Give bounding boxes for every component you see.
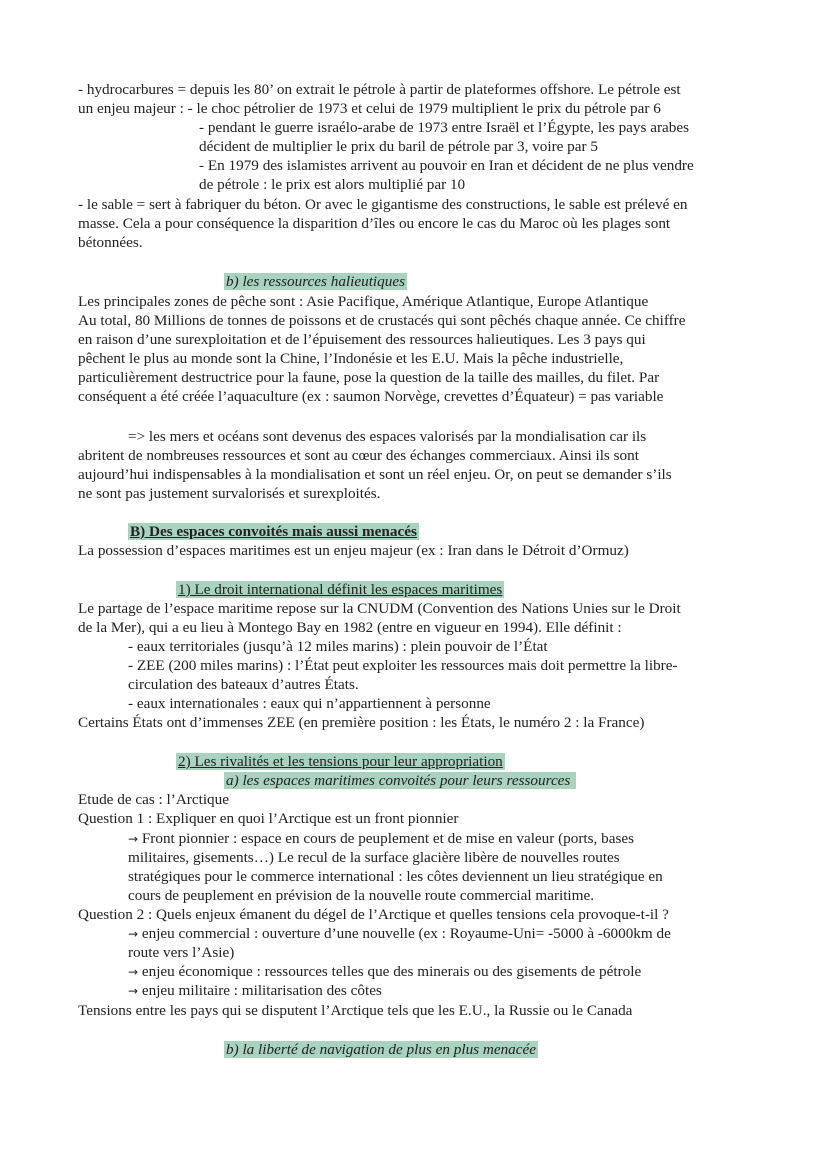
text-line: Au total, 80 Millions de tonnes de poissons et de crustacés qui sont pêchés chaque année. Ce chiffre [78,312,686,329]
text-line: un enjeu majeur : - le choc pétrolier de 1973 et celui de 1979 multiplient le prix du pétrole par 6 [78,100,661,117]
text-line: en raison d’une surexploitation et de l’épuisement des ressources halieutiques. Les 3 pays qui [78,331,646,348]
text-line: masse. Cela a pour conséquence la disparition d’îles ou encore le cas du Maroc où les plages sont [78,215,671,232]
text-line: circulation des bateaux d’autres États. [128,676,359,693]
text-line: Tensions entre les pays qui se disputent l’Arctique tels que les E.U., la Russie ou le Canada [78,1002,633,1019]
text-line: pêchent le plus au monde sont la Chine, l’Indonésie et les E.U. Mais la pêche industrielle, [78,350,624,367]
section-heading-B [128,522,419,541]
text-line: → enjeu économique : ressources telles que des minerais ou des gisements de pétrole [128,963,642,980]
subheading-halieutiques [224,272,407,291]
text-line: Le partage de l’espace maritime repose sur la CNUDM (Convention des Nations Unies sur le Droit [78,600,681,617]
text-line: - pendant le guerre israélo-arabe de 1973 entre Israël et l’Égypte, les pays arabes [199,119,689,136]
highlighted-heading: a) les espaces maritimes convoités pour leurs ressources [224,772,576,789]
text-line: - En 1979 des islamistes arrivent au pouvoir en Iran et décident de ne plus vendre [199,157,694,174]
text-line: cours de peuplement en prévision de la nouvelle route commercial maritime. [128,887,595,904]
highlighted-heading: B) Des espaces convoités mais aussi menacés [130,523,417,540]
text-line: de la Mer), qui a eu lieu à Montego Bay en 1982 (entre en vigueur en 1994). Elle définit : [78,619,622,636]
text-line: décident de multiplier le prix du baril de pétrole par 3, voire par 5 [199,138,598,155]
text-line: aujourd’hui indispensables à la mondialisation et sont un réel enjeu. Or, on peut se demander s’ils [78,466,672,483]
text-line: stratégiques pour le commerce international : les côtes deviennent un lieu stratégique en [128,868,663,885]
text-line: Etude de cas : l’Arctique [78,791,229,808]
text-line: bétonnées. [78,234,143,251]
text-line: → enjeu commercial : ouverture d’une nouvelle (ex : Royaume-Uni= -5000 à -6000km de [128,925,671,942]
text-line: Question 1 : Expliquer en quoi l’Arctique est un front pionnier [78,810,459,827]
highlighted-heading: 1) Le droit international définit les espaces maritimes [178,581,503,598]
arrow-icon: → [128,927,139,941]
text-line: Question 2 : Quels enjeux émanent du dégel de l’Arctique et quelles tensions cela provoque-t-il ? [78,906,669,923]
text-line: - eaux internationales : eaux qui n’appartiennent à personne [128,695,491,712]
arrow-icon: → [128,984,139,998]
highlighted-heading: b) la liberté de navigation de plus en plus menacée [226,1041,537,1058]
highlighted-heading: 2) Les rivalités et les tensions pour leur appropriation [178,753,503,770]
arrow-icon: → [128,965,139,979]
text-line: abritent de nombreuses ressources et sont au cœur des échanges commerciaux. Ainsi ils sont [78,447,639,464]
text-line: particulièrement destructrice pour la faune, pose la question de la taille des mailles, du filet. Par [78,369,660,386]
text-line: - le sable = sert à fabriquer du béton. Or avec le gigantisme des constructions, le sable est prélevé en [78,196,688,213]
highlighted-heading: b) les ressources halieutiques [226,273,405,290]
text-line: Certains États ont d’immenses ZEE (en première position : les États, le numéro 2 : la France) [78,714,645,731]
text-line: militaires, gisements…) Le recul de la surface glacière libère de nouvelles routes [128,849,620,866]
text-line: → enjeu militaire : militarisation des côtes [128,982,382,999]
text-line: de pétrole : le prix est alors multiplié par 10 [199,176,466,193]
text-line: - hydrocarbures = depuis les 80’ on extrait le pétrole à partir de plateformes offshore. Le pétrole est [78,81,681,98]
subheading-liberte-navigation [224,1040,538,1059]
subheading-rivalites [176,752,505,771]
text-line: Les principales zones de pêche sont : Asie Pacifique, Amérique Atlantique, Europe Atlantique [78,293,649,310]
text-line: => les mers et océans sont devenus des espaces valorisés par la mondialisation car ils [128,428,647,445]
subheading-droit-international [176,580,504,599]
text-line: ne sont pas justement survalorisés et surexploités. [78,485,381,502]
arrow-icon: → [128,832,139,846]
text-line: route vers l’Asie) [128,944,235,961]
text-line: La possession d’espaces maritimes est un enjeu majeur (ex : Iran dans le Détroit d’Ormuz) [78,542,629,559]
text-line: - ZEE (200 miles marins) : l’État peut exploiter les ressources mais doit permettre la libre- [128,657,678,674]
text-line: conséquent a été créée l’aquaculture (ex : saumon Norvège, crevettes d’Équateur) = pas variable [78,388,664,405]
text-line: → Front pionnier : espace en cours de peuplement et de mise en valeur (ports, bases [128,830,635,847]
subheading-convoites [224,771,576,790]
text-line: - eaux territoriales (jusqu’à 12 miles marins) : plein pouvoir de l’État [128,638,548,655]
